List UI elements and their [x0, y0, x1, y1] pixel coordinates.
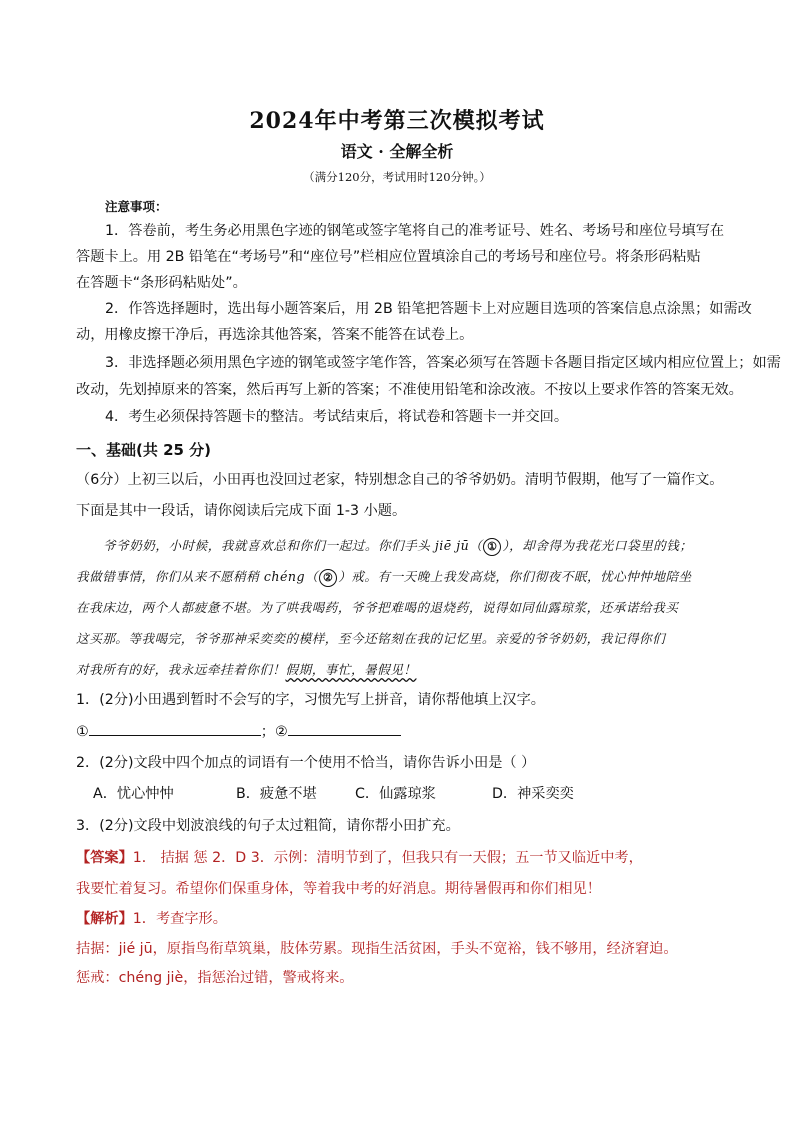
question-2: 2．(2分)文段中四个加点的词语有一个使用不恰当，请你告诉小田是（ ）	[76, 755, 536, 771]
answer-marker-1: ①	[76, 724, 89, 740]
answer-blank-1[interactable]	[89, 721, 261, 736]
answer-separator: ；	[260, 724, 275, 740]
blank-marker-1: ①	[483, 538, 501, 556]
notice-line: 1．答卷前，考生务必用黑色字迹的钢笔或签字笔将自己的准考证号、姓名、考场号和座位号填写在	[105, 223, 725, 239]
analysis-line	[76, 908, 227, 928]
notice-line: 2．作答选择题时，选出每小题答案后，用 2B 铅笔把答题卡上对应题目选项的答案信息点涂黑；如需改	[105, 301, 752, 317]
notice-line: 动，用橡皮擦干净后，再选涂其他答案，答案不能答在试卷上。	[76, 327, 474, 343]
analysis-line: 惩戒：chéng jiè，指惩治过错，警戒将来。	[76, 970, 354, 986]
notice-line: 答题卡上。用 2B 铅笔在“考场号”和“座位号”栏相应位置填涂自己的考场号和座位号。将条形码粘贴	[76, 249, 701, 265]
section-intro: （6分）上初三以后，小田再也没回过老家，特别想念自己的爷爷奶奶。清明节假期，他写了一篇作文。	[76, 472, 724, 488]
analysis-label: 【解析】	[76, 911, 133, 927]
option-c[interactable]: C．仙露琼浆	[355, 786, 436, 802]
score-note: （满分120分，考试用时120分钟。）	[303, 170, 491, 184]
page-title: 2024年中考第三次模拟考试	[249, 108, 545, 134]
blank-marker-2: ②	[319, 569, 337, 587]
passage-line	[103, 535, 692, 556]
notice-line: 3．非选择题必须用黑色字迹的钢笔或签字笔作答，答案必须写在答题卡各题目指定区域内相应位置上；如需	[105, 355, 781, 371]
answer-text: 1． 拮据 惩 2．D 3．示例：清明节到了，但我只有一天假；五一节又临近中考，	[132, 850, 643, 866]
answer-label: 【答案】	[76, 850, 133, 866]
analysis-text: 1．考查字形。	[132, 911, 227, 927]
passage-text: ），却舍得为我花光口袋里的钱；	[502, 538, 693, 553]
page-subtitle: 语文 · 全解全析	[340, 142, 454, 161]
passage-text: 对我所有的好，我永远牵挂着你们！	[76, 662, 286, 677]
option-a[interactable]: A．忧心忡忡	[93, 786, 174, 802]
notice-line: 4．考生必须保持答题卡的整洁。考试结束后，将试卷和答题卡一并交回。	[105, 409, 569, 425]
question-1: 1．(2分)小田遇到暂时不会写的字，习惯先写上拼音，请你帮他填上汉字。	[76, 692, 545, 708]
wavy-underlined-sentence: 假期，事忙，暑假见！	[285, 662, 417, 677]
notice-heading: 注意事项：	[105, 199, 168, 214]
passage-line	[76, 566, 692, 587]
passage-line: 这买那。等我喝完，爷爷那神采奕奕的模样，至今还铭刻在我的记忆里。亲爱的爷爷奶奶，我记得你们	[76, 631, 666, 646]
passage-text: 我做错事情，你们从来不愿稍稍 chéng（	[76, 569, 319, 584]
passage-line	[76, 659, 416, 678]
passage-text: ）戒。有一天晚上我发高烧，你们彻夜不眠，忧心忡忡地陪坐	[338, 569, 692, 584]
section-intro: 下面是其中一段话，请你阅读后完成下面 1-3 小题。	[76, 503, 407, 519]
analysis-line: 拮据：jié jū，原指鸟衔草筑巢，肢体劳累。现指生活贫困，手头不宽裕，钱不够用，经济窘迫。	[76, 941, 678, 957]
section-heading: 一、基础(共 25 分)	[76, 441, 212, 459]
answer-marker-2: ②	[274, 724, 288, 740]
answer-line	[76, 847, 643, 867]
passage-text: 爷爷奶奶，小时候，我就喜欢总和你们一起过。你们手头 jiē jū（	[103, 538, 483, 553]
passage-line: 在我床边，两个人都疲惫不堪。为了哄我喝药，爷爷把难喝的退烧药，说得如同仙露琼浆，还承诺给我买	[76, 600, 679, 615]
question-1-answer-line	[76, 721, 401, 741]
notice-line: 改动，先划掉原来的答案，然后再写上新的答案；不准使用铅笔和涂改液。不按以上要求作答的答案无效。	[76, 382, 743, 398]
notice-line: 在答题卡“条形码粘贴处”。	[76, 275, 247, 291]
option-d[interactable]: D．神采奕奕	[492, 786, 574, 802]
question-3: 3．(2分)文段中划波浪线的句子太过粗简，请你帮小田扩充。	[76, 818, 460, 834]
answer-blank-2[interactable]	[288, 721, 401, 736]
option-b[interactable]: B．疲惫不堪	[236, 786, 317, 802]
answer-line: 我要忙着复习。希望你们保重身体，等着我中考的好消息。期待暑假再和你们相见！	[76, 881, 601, 897]
